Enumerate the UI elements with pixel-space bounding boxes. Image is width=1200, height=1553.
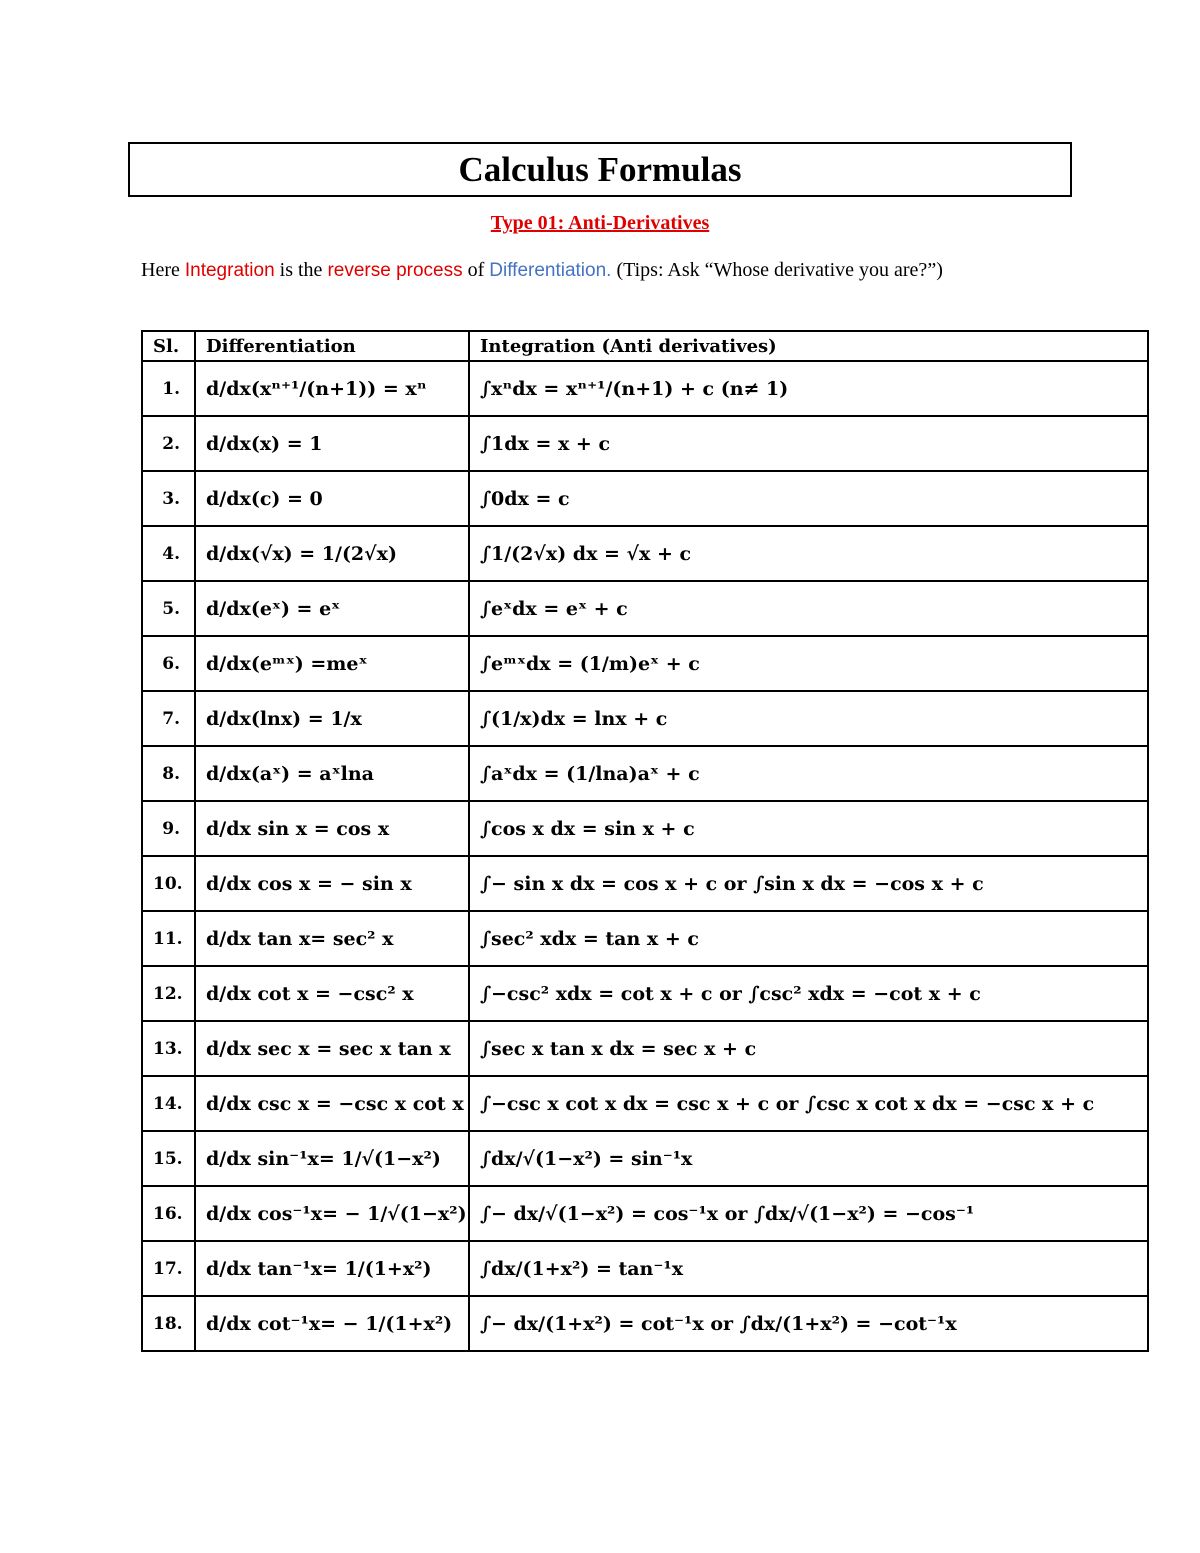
table-row bbox=[142, 801, 1148, 856]
row-number: 16. bbox=[142, 1186, 195, 1241]
integration-formula: ∫xⁿdx = xⁿ⁺¹/(n+1) + c (n≠ 1) bbox=[469, 361, 1148, 416]
integration-formula: ∫sec x tan x dx = sec x + c bbox=[469, 1021, 1148, 1076]
integration-formula: ∫−csc² xdx = cot x + c or ∫csc² xdx = −cot x + c bbox=[469, 966, 1148, 1021]
integration-formula: ∫eᵐˣdx = (1/m)eˣ + c bbox=[469, 636, 1148, 691]
section-subtitle: Type 01: Anti-Derivatives bbox=[490, 212, 710, 234]
differentiation-formula: d/dx cot⁻¹x= − 1/(1+x²) bbox=[195, 1296, 469, 1351]
differentiation-formula: d/dx cos x = − sin x bbox=[195, 856, 469, 911]
table-row bbox=[142, 1021, 1148, 1076]
row-number: 18. bbox=[142, 1296, 195, 1351]
row-number: 7. bbox=[142, 691, 195, 746]
differentiation-formula: d/dx sec x = sec x tan x bbox=[195, 1021, 469, 1076]
table-row bbox=[142, 1241, 1148, 1296]
row-number: 1. bbox=[142, 361, 195, 416]
integration-formula: ∫− dx/(1+x²) = cot⁻¹x or ∫dx/(1+x²) = −cot⁻¹x bbox=[469, 1296, 1148, 1351]
differentiation-formula: d/dx cot x = −csc² x bbox=[195, 966, 469, 1021]
differentiation-formula: d/dx(eˣ) = eˣ bbox=[195, 581, 469, 636]
integration-formula: ∫eˣdx = eˣ + c bbox=[469, 581, 1148, 636]
integration-formula: ∫dx/(1+x²) = tan⁻¹x bbox=[469, 1241, 1148, 1296]
integration-formula: ∫0dx = c bbox=[469, 471, 1148, 526]
table-row bbox=[142, 746, 1148, 801]
table-row bbox=[142, 966, 1148, 1021]
title-box bbox=[128, 142, 1072, 197]
differentiation-formula: d/dx(eᵐˣ) =meˣ bbox=[195, 636, 469, 691]
row-number: 8. bbox=[142, 746, 195, 801]
integration-formula: ∫aˣdx = (1/lna)aˣ + c bbox=[469, 746, 1148, 801]
differentiation-formula: d/dx tan⁻¹x= 1/(1+x²) bbox=[195, 1241, 469, 1296]
table-row bbox=[142, 581, 1148, 636]
table-row bbox=[142, 526, 1148, 581]
integration-formula: ∫− dx/√(1−x²) = cos⁻¹x or ∫dx/√(1−x²) = −cos⁻¹ bbox=[469, 1186, 1148, 1241]
row-number: 9. bbox=[142, 801, 195, 856]
intro-text-1: Here bbox=[141, 259, 185, 281]
intro-text-3: of bbox=[462, 259, 490, 281]
table-row bbox=[142, 1186, 1148, 1241]
differentiation-formula: d/dx(xⁿ⁺¹/(n+1)) = xⁿ bbox=[195, 361, 469, 416]
table-row bbox=[142, 1076, 1148, 1131]
row-number: 17. bbox=[142, 1241, 195, 1296]
table-row bbox=[142, 1296, 1148, 1351]
header-differentiation: Differentiation bbox=[195, 331, 469, 361]
intro-differentiation: Differentiation. bbox=[489, 260, 612, 281]
table-row bbox=[142, 471, 1148, 526]
differentiation-formula: d/dx sin⁻¹x= 1/√(1−x²) bbox=[195, 1131, 469, 1186]
row-number: 14. bbox=[142, 1076, 195, 1131]
intro-text-2: is the bbox=[274, 259, 328, 281]
row-number: 10. bbox=[142, 856, 195, 911]
row-number: 5. bbox=[142, 581, 195, 636]
table-row bbox=[142, 911, 1148, 966]
differentiation-formula: d/dx csc x = −csc x cot x bbox=[195, 1076, 469, 1131]
table-header-row bbox=[142, 331, 1148, 361]
intro-tips: (Tips: Ask “Whose derivative you are?”) bbox=[611, 259, 943, 281]
intro-paragraph bbox=[141, 257, 1041, 284]
integration-formula: ∫dx/√(1−x²) = sin⁻¹x bbox=[469, 1131, 1148, 1186]
integration-formula: ∫− sin x dx = cos x + c or ∫sin x dx = −cos x + c bbox=[469, 856, 1148, 911]
row-number: 15. bbox=[142, 1131, 195, 1186]
differentiation-formula: d/dx(aˣ) = aˣlna bbox=[195, 746, 469, 801]
integration-formula: ∫1dx = x + c bbox=[469, 416, 1148, 471]
integration-formula: ∫sec² xdx = tan x + c bbox=[469, 911, 1148, 966]
integration-formula: ∫cos x dx = sin x + c bbox=[469, 801, 1148, 856]
differentiation-formula: d/dx sin x = cos x bbox=[195, 801, 469, 856]
table-row bbox=[142, 636, 1148, 691]
header-integration: Integration (Anti derivatives) bbox=[469, 331, 1148, 361]
integration-formula: ∫1/(2√x) dx = √x + c bbox=[469, 526, 1148, 581]
header-sl: Sl. bbox=[142, 331, 195, 361]
row-number: 2. bbox=[142, 416, 195, 471]
row-number: 13. bbox=[142, 1021, 195, 1076]
differentiation-formula: d/dx(c) = 0 bbox=[195, 471, 469, 526]
row-number: 11. bbox=[142, 911, 195, 966]
row-number: 6. bbox=[142, 636, 195, 691]
differentiation-formula: d/dx tan x= sec² x bbox=[195, 911, 469, 966]
table-row bbox=[142, 361, 1148, 416]
intro-reverse-process: reverse process bbox=[327, 260, 463, 281]
differentiation-formula: d/dx(lnx) = 1/x bbox=[195, 691, 469, 746]
differentiation-formula: d/dx(√x) = 1/(2√x) bbox=[195, 526, 469, 581]
table-row bbox=[142, 691, 1148, 746]
table-row bbox=[142, 856, 1148, 911]
intro-integration: Integration bbox=[184, 260, 275, 281]
table-row bbox=[142, 416, 1148, 471]
page-title: Calculus Formulas bbox=[458, 149, 742, 189]
differentiation-formula: d/dx(x) = 1 bbox=[195, 416, 469, 471]
row-number: 12. bbox=[142, 966, 195, 1021]
row-number: 4. bbox=[142, 526, 195, 581]
formula-table bbox=[141, 330, 1149, 1352]
row-number: 3. bbox=[142, 471, 195, 526]
integration-formula: ∫−csc x cot x dx = csc x + c or ∫csc x cot x dx = −csc x + c bbox=[469, 1076, 1148, 1131]
differentiation-formula: d/dx cos⁻¹x= − 1/√(1−x²) bbox=[195, 1186, 469, 1241]
table-row bbox=[142, 1131, 1148, 1186]
integration-formula: ∫(1/x)dx = lnx + c bbox=[469, 691, 1148, 746]
